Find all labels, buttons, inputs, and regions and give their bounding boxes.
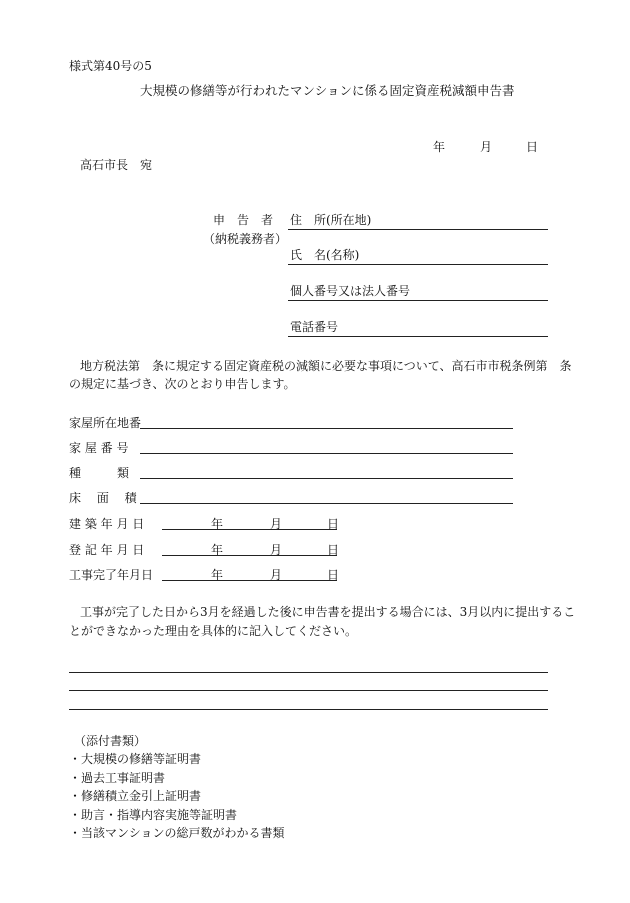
property-location-field[interactable]	[140, 428, 513, 429]
completion-year-label: 年	[211, 568, 224, 582]
reason-field-line-2[interactable]	[69, 690, 548, 691]
type-label: 種 類	[69, 466, 130, 480]
construction-date-label: 建 築 年 月 日	[69, 517, 145, 531]
date-month-label: 月	[480, 140, 493, 154]
attachment-item: ・大規模の修繕等証明書	[69, 752, 202, 766]
registration-date-label: 登 記 年 月 日	[69, 543, 145, 557]
type-field[interactable]	[140, 478, 513, 479]
construction-year-label: 年	[211, 517, 224, 531]
attachments-heading: （添付書類）	[74, 734, 147, 748]
page-title: 大規模の修繕等が行われたマンションに係る固定資産税減額申告書	[140, 83, 515, 98]
house-number-field[interactable]	[140, 453, 513, 454]
applicant-role-note: （納税義務者）	[203, 232, 288, 246]
registration-month-label: 月	[270, 543, 283, 557]
address-field[interactable]	[288, 229, 548, 230]
phone-field[interactable]	[288, 336, 548, 337]
applicant-role: 申 告 者	[213, 213, 274, 227]
completion-date-field[interactable]	[162, 580, 337, 581]
construction-day-label: 日	[327, 517, 340, 531]
construction-month-label: 月	[270, 517, 283, 531]
registration-date-field[interactable]	[162, 555, 337, 556]
floor-area-field[interactable]	[140, 503, 513, 504]
completion-date-label: 工事完了年月日	[69, 568, 154, 582]
attachment-item: ・当該マンションの総戸数がわかる書類	[69, 826, 285, 840]
house-number-label: 家 屋 番 号	[69, 441, 129, 455]
reason-line-2: とができなかった理由を具体的に記入してください。	[69, 624, 358, 638]
intro-line-2: の規定に基づき、次のとおり申告します。	[69, 377, 296, 391]
attachment-item: ・修繕積立金引上証明書	[69, 789, 202, 803]
reason-field-line-1[interactable]	[69, 672, 548, 673]
date-day-label: 日	[526, 140, 539, 154]
attachment-item: ・過去工事証明書	[69, 771, 166, 785]
form-number: 様式第40号の5	[69, 59, 152, 73]
construction-date-field[interactable]	[162, 529, 337, 530]
addressee: 高石市長 宛	[80, 158, 153, 172]
phone-label: 電話番号	[290, 320, 339, 334]
id-number-label: 個人番号又は法人番号	[290, 284, 411, 298]
name-label: 氏 名(名称)	[290, 248, 360, 262]
completion-day-label: 日	[327, 568, 340, 582]
property-location-label: 家屋所在地番	[69, 416, 142, 430]
completion-month-label: 月	[270, 568, 283, 582]
registration-day-label: 日	[327, 543, 340, 557]
registration-year-label: 年	[211, 543, 224, 557]
id-number-field[interactable]	[288, 300, 548, 301]
reason-line-1: 工事が完了した日から3月を経過した後に申告書を提出する場合には、3月以内に提出するこ	[80, 605, 576, 619]
intro-line-1: 地方税法第 条に規定する固定資産税の減額に必要な事項について、高石市市税条例第 条	[80, 359, 572, 373]
attachment-item: ・助言・指導内容実施等証明書	[69, 808, 238, 822]
address-label: 住 所(所在地)	[290, 213, 372, 227]
floor-area-label: 床 面 積	[69, 491, 137, 505]
date-year-label: 年	[433, 140, 446, 154]
reason-field-line-3[interactable]	[69, 709, 548, 710]
name-field[interactable]	[288, 264, 548, 265]
